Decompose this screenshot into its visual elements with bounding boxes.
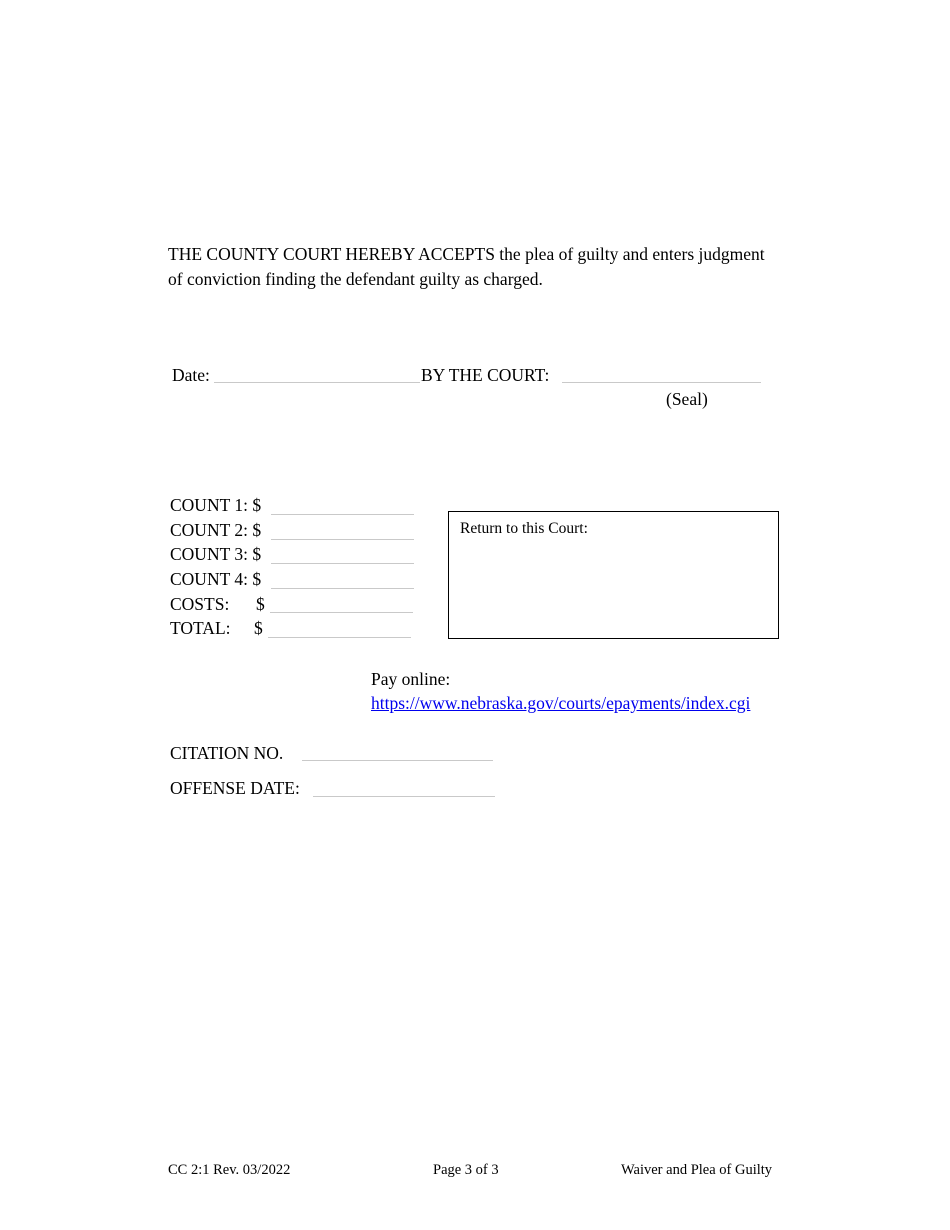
count-1-label: COUNT 1: [170,495,248,515]
judge-signature-field[interactable] [562,382,761,383]
offense-date-label: OFFENSE DATE: [170,778,300,798]
citation-number-field[interactable] [302,760,493,761]
dollar-sign: $ [254,618,263,638]
costs-label: COSTS: [170,594,230,614]
epayments-link[interactable]: https://www.nebraska.gov/courts/epayments/index.cgi [371,693,751,713]
count-2-amount-field[interactable] [271,539,414,540]
count-1-row [170,494,261,516]
total-amount-field[interactable] [268,637,411,638]
seal-label: (Seal) [666,389,708,409]
dollar-sign: $ [252,544,262,564]
count-4-amount-field[interactable] [271,588,414,589]
citation-number-label: CITATION NO. [170,743,284,763]
total-row [170,617,263,639]
offense-date-field[interactable] [313,796,495,797]
form-id: CC 2:1 Rev. 03/2022 [168,1162,291,1178]
costs-amount-field[interactable] [270,612,413,613]
count-4-row [170,568,261,590]
dollar-sign: $ [252,520,262,540]
form-title: Waiver and Plea of Guilty [621,1162,773,1178]
count-4-label: COUNT 4: [170,569,248,589]
count-3-amount-field[interactable] [271,563,414,564]
judgment-statement: THE COUNTY COURT HEREBY ACCEPTS the plea of guilty and enters judgment of conviction finding the defendant guilty as charged. [168,244,765,289]
dollar-sign: $ [252,495,262,515]
pay-online-label: Pay online: [371,669,451,689]
count-3-row [170,543,261,565]
dollar-sign: $ [252,569,262,589]
count-2-label: COUNT 2: [170,520,248,540]
page-number: Page 3 of 3 [433,1162,499,1178]
date-field[interactable] [214,382,420,383]
count-3-label: COUNT 3: [170,544,248,564]
costs-row [170,593,265,615]
dollar-sign: $ [256,594,265,614]
return-address-box [448,511,779,639]
count-1-amount-field[interactable] [271,514,414,515]
count-2-row [170,519,261,541]
by-the-court-label: BY THE COURT: [421,365,550,385]
total-label: TOTAL: [170,618,231,638]
date-label: Date: [172,365,210,385]
return-to-court-label: Return to this Court: [460,520,588,537]
